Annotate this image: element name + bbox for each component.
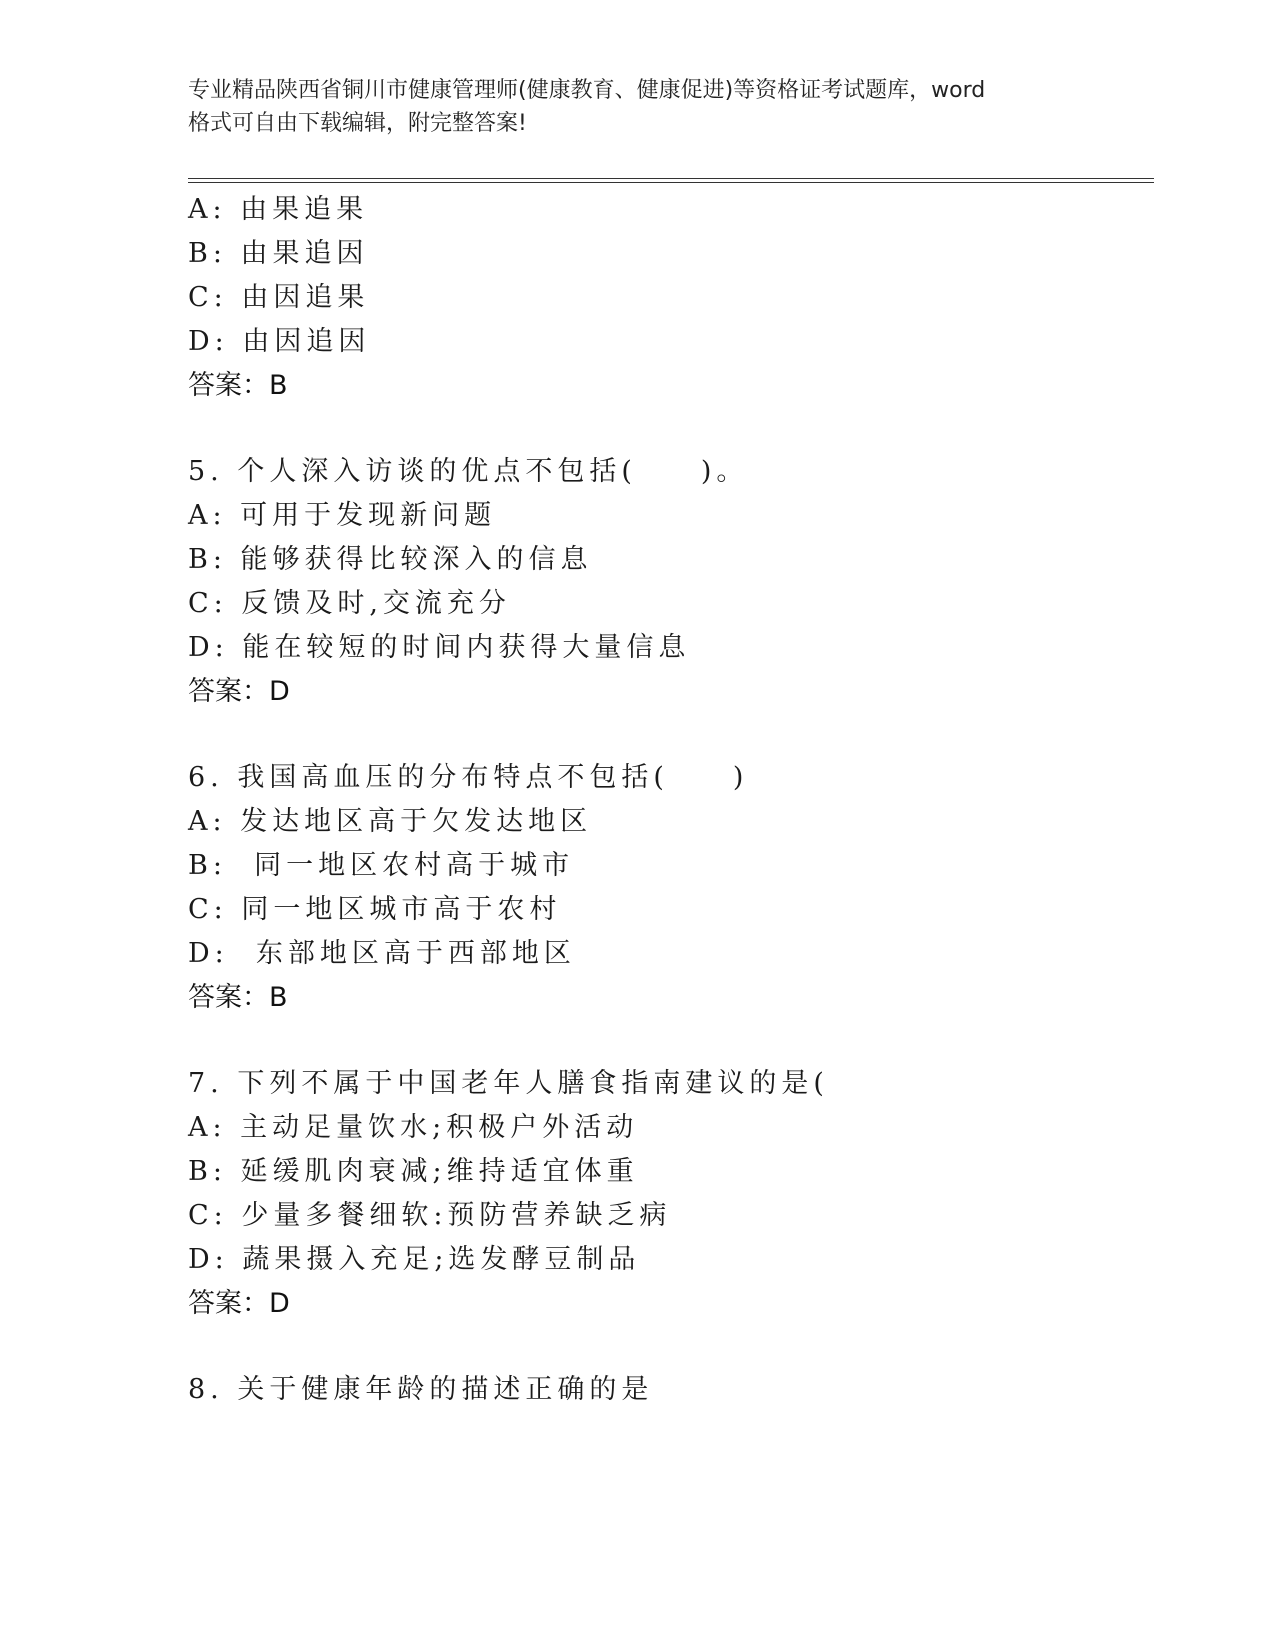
q6-option-b: B: 同一地区农村高于城市 xyxy=(188,850,575,881)
q6-option-c: C: 同一地区城市高于农村 xyxy=(188,894,562,925)
q5-question: 5. 个人深入访谈的优点不包括( )。 xyxy=(188,456,749,487)
q5-option-c: C: 反馈及时,交流充分 xyxy=(188,588,511,619)
q7-option-d: D: 蔬果摄入充足;选发酵豆制品 xyxy=(188,1244,641,1275)
q5-option-b: B: 能够获得比较深入的信息 xyxy=(188,544,593,575)
q4-option-b: B: 由果追因 xyxy=(188,238,369,269)
q4-option-a: A: 由果追果 xyxy=(188,194,369,225)
q5-answer: 答案：D xyxy=(188,676,290,707)
q7-option-a: A: 主动足量饮水;积极户外活动 xyxy=(188,1112,639,1143)
q7-answer: 答案：D xyxy=(188,1288,290,1319)
header-divider-top xyxy=(188,178,1154,179)
q7-option-b: B: 延缓肌肉衰减;维持适宜体重 xyxy=(188,1156,639,1187)
q5-option-a: A: 可用于发现新问题 xyxy=(188,500,497,531)
q5-option-d: D: 能在较短的时间内获得大量信息 xyxy=(188,632,691,663)
q4-answer: 答案：B xyxy=(188,370,288,401)
header-line-1: 专业精品陕西省铜川市健康管理师(健康教育、健康促进)等资格证考试题库，word xyxy=(188,78,986,103)
q8-question: 8. 关于健康年龄的描述正确的是 xyxy=(188,1374,654,1405)
q4-option-c: C: 由因追果 xyxy=(188,282,370,313)
q7-option-c: C: 少量多餐细软:预防营养缺乏病 xyxy=(188,1200,672,1231)
q6-answer: 答案：B xyxy=(188,982,288,1013)
header-divider-bottom xyxy=(188,182,1154,183)
q6-question: 6. 我国高血压的分布特点不包括( ) xyxy=(188,762,749,793)
header-line-2: 格式可自由下载编辑，附完整答案! xyxy=(188,111,527,136)
q6-option-d: D: 东部地区高于西部地区 xyxy=(188,938,576,969)
q7-question: 7. 下列不属于中国老年人膳食指南建议的是( xyxy=(188,1068,829,1099)
q4-option-d: D: 由因追因 xyxy=(188,326,371,357)
document-header xyxy=(188,74,1088,140)
q6-option-a: A: 发达地区高于欠发达地区 xyxy=(188,806,593,837)
